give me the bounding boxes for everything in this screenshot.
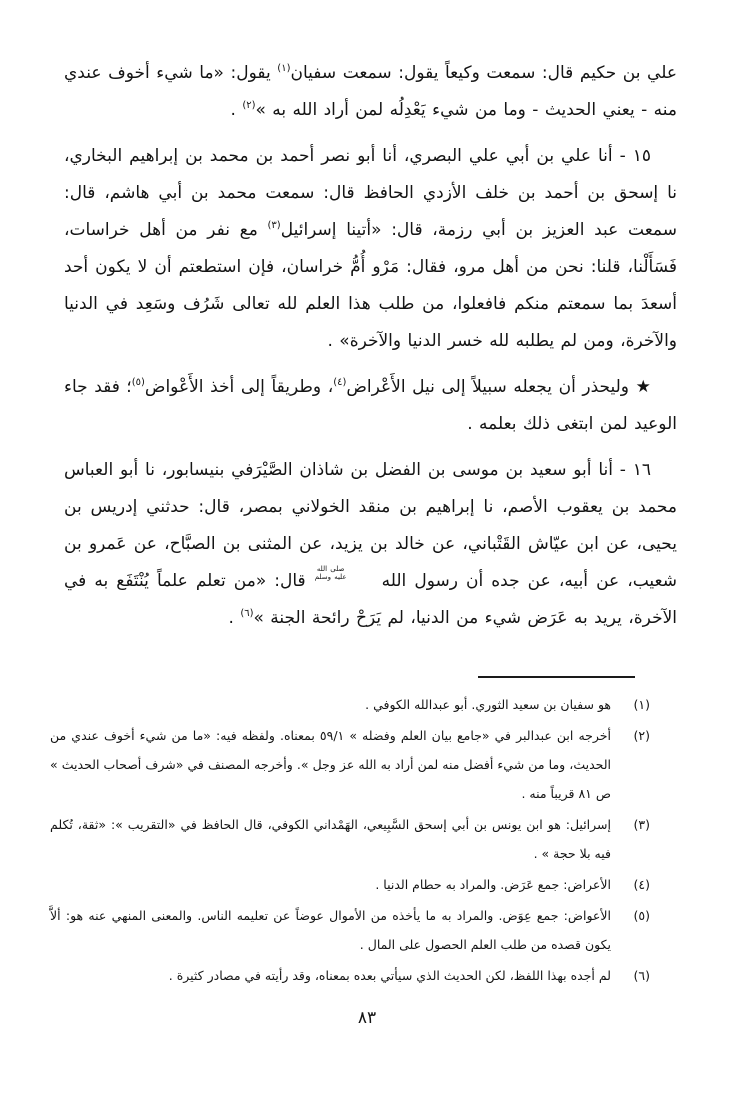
footnotes-block (50, 690, 650, 992)
body-text-segment: . (230, 100, 243, 120)
footnote-number: (٥) (633, 908, 650, 923)
body-text-segment: يقول: «ما شيء أخوف عندي منه - يعني الحديث - وما من شيء يَعْدِلُه لمن أراد الله به » (64, 63, 677, 120)
footnote-text: لم أجده بهذا اللفظ، لكن الحديث الذي سيأتي بعده بمعناه، وقد رأيته في مصادر كثيرة . (168, 968, 611, 983)
paragraph-continuation (64, 55, 677, 129)
footnote-6 (50, 961, 650, 990)
paragraph-15 (64, 138, 677, 360)
footnote-marker: (٣) (267, 220, 281, 231)
footnote-marker: (٢) (242, 100, 256, 111)
body-text-segment: علي بن حكيم قال: سمعت وكيعاً يقول: سمعت سفيان (290, 63, 677, 83)
footnote-marker: (٤) (333, 377, 347, 388)
footnote-separator-rule (478, 676, 635, 678)
footnote-5 (50, 901, 650, 959)
paragraph-commentary (64, 369, 677, 443)
footnote-3 (50, 810, 650, 868)
body-text-segment: ١٥ - أنا علي بن أبي علي البصري، أنا أبو نصر أحمد بن محمد بن إبراهيم البخاري، نا إسحق بن أحمد بن خلف الأزدي الحافظ قال: سمعت محمد بن أبي هاشم، قال: سمعت عبد العزيز بن أبي رزمة، قال: «أتينا إسرائيل (64, 146, 677, 240)
footnote-4 (50, 870, 650, 899)
body-text-segment: ؛ فقد جاء الوعيد لمن ابتغى ذلك بعلمه . (64, 377, 677, 434)
footnote-number: (٣) (633, 817, 650, 832)
main-text-block (64, 55, 677, 646)
footnote-text: إسرائيل: هو ابن يونس بن أبي إسحق السَّبِيعي، الهَمْداني الكوفي، قال الحافظ في «التقريب »: «ثقة، تُكلم فيه بلا حجة » . (50, 817, 611, 861)
salawat-ligature: صلى الله عليه وسلم (314, 565, 347, 581)
footnote-text: أخرجه ابن عبدالبر في «جامع بيان العلم وفضله » ٥٩/١ بمعناه. ولفظه فيه: «ما من شيء أخوف عندي من الحديث، وما من شيء أفضل منه لمن أراد به الله عز وجل ». وأخرجه المصنف في «شرف أصحاب الحديث » ص ٨١ قريباً منه . (50, 728, 611, 801)
footnote-1 (50, 690, 650, 719)
footnote-number: (٤) (633, 877, 650, 892)
body-text-segment: مع نفر من أهل خراسات، فَسَأَلْنا، قلنا: نحن من أهل مرو، فقال: مَرْو أُمُّ خراسان، فإن استطعتم أن لا يكون أحد أسعدَ بما سمعتم منكم فافعلوا، من طلب هذا العلم لله تعالى شَرُف وسَعِد في الدنيا والآخرة، ومن لم يطلبه لله خسر الدنيا والآخرة» . (64, 220, 677, 351)
footnote-text: الأعواض: جمع عِوَض. والمراد به ما يأخذه من الأموال عوضاً عن تعليمه الناس. والمعنى المنهي عنه هو: ألاَّ يكون قصده من طلب العلم الحصول على المال . (50, 908, 611, 952)
page-number: ٨٣ (357, 1008, 377, 1028)
footnote-number: (٦) (633, 968, 650, 983)
footnote-number: (١) (633, 697, 650, 712)
body-text-segment: قال: «من تعلم علماً يُنْتَفَع به في الآخرة، يريد به عَرَض شيء من الدنيا، لم يَرَحْ رائحة الجنة » (64, 571, 677, 628)
footnote-marker: (٦) (240, 608, 254, 619)
footnote-2 (50, 721, 650, 808)
body-text-segment: ★ وليحذر أن يجعله سبيلاً إلى نيل الأَعْراض (346, 377, 651, 397)
body-text-segment: ١٦ - أنا أبو سعيد بن موسى بن الفضل بن شاذان الصَّيْرَفي بنيسابور، نا أبو العباس محمد بن يعقوب الأصم، نا إبراهيم بن منقد الخولاني بمصر، قال: حدثني إدريس بن يحيى، عن ابن عيّاش القَتْباني، عن خالد بن يزيد، عن المثنى بن الصبَّاح، عن عَمرو بن شعيب، عن أبيه، عن جده أن رسول الله (64, 460, 677, 591)
body-text-segment: ، وطريقاً إلى أخذ الأَعْواض (144, 377, 334, 397)
footnote-marker: (١) (277, 63, 291, 74)
footnote-marker: (٥) (131, 377, 145, 388)
footnote-number: (٢) (633, 728, 650, 743)
paragraph-16 (64, 452, 677, 637)
footnote-text: هو سفيان بن سعيد الثوري. أبو عبدالله الكوفي . (365, 697, 611, 712)
footnote-text: الأعراض: جمع عَرَض. والمراد به حطام الدنيا . (375, 877, 611, 892)
body-text-segment: . (228, 608, 241, 628)
